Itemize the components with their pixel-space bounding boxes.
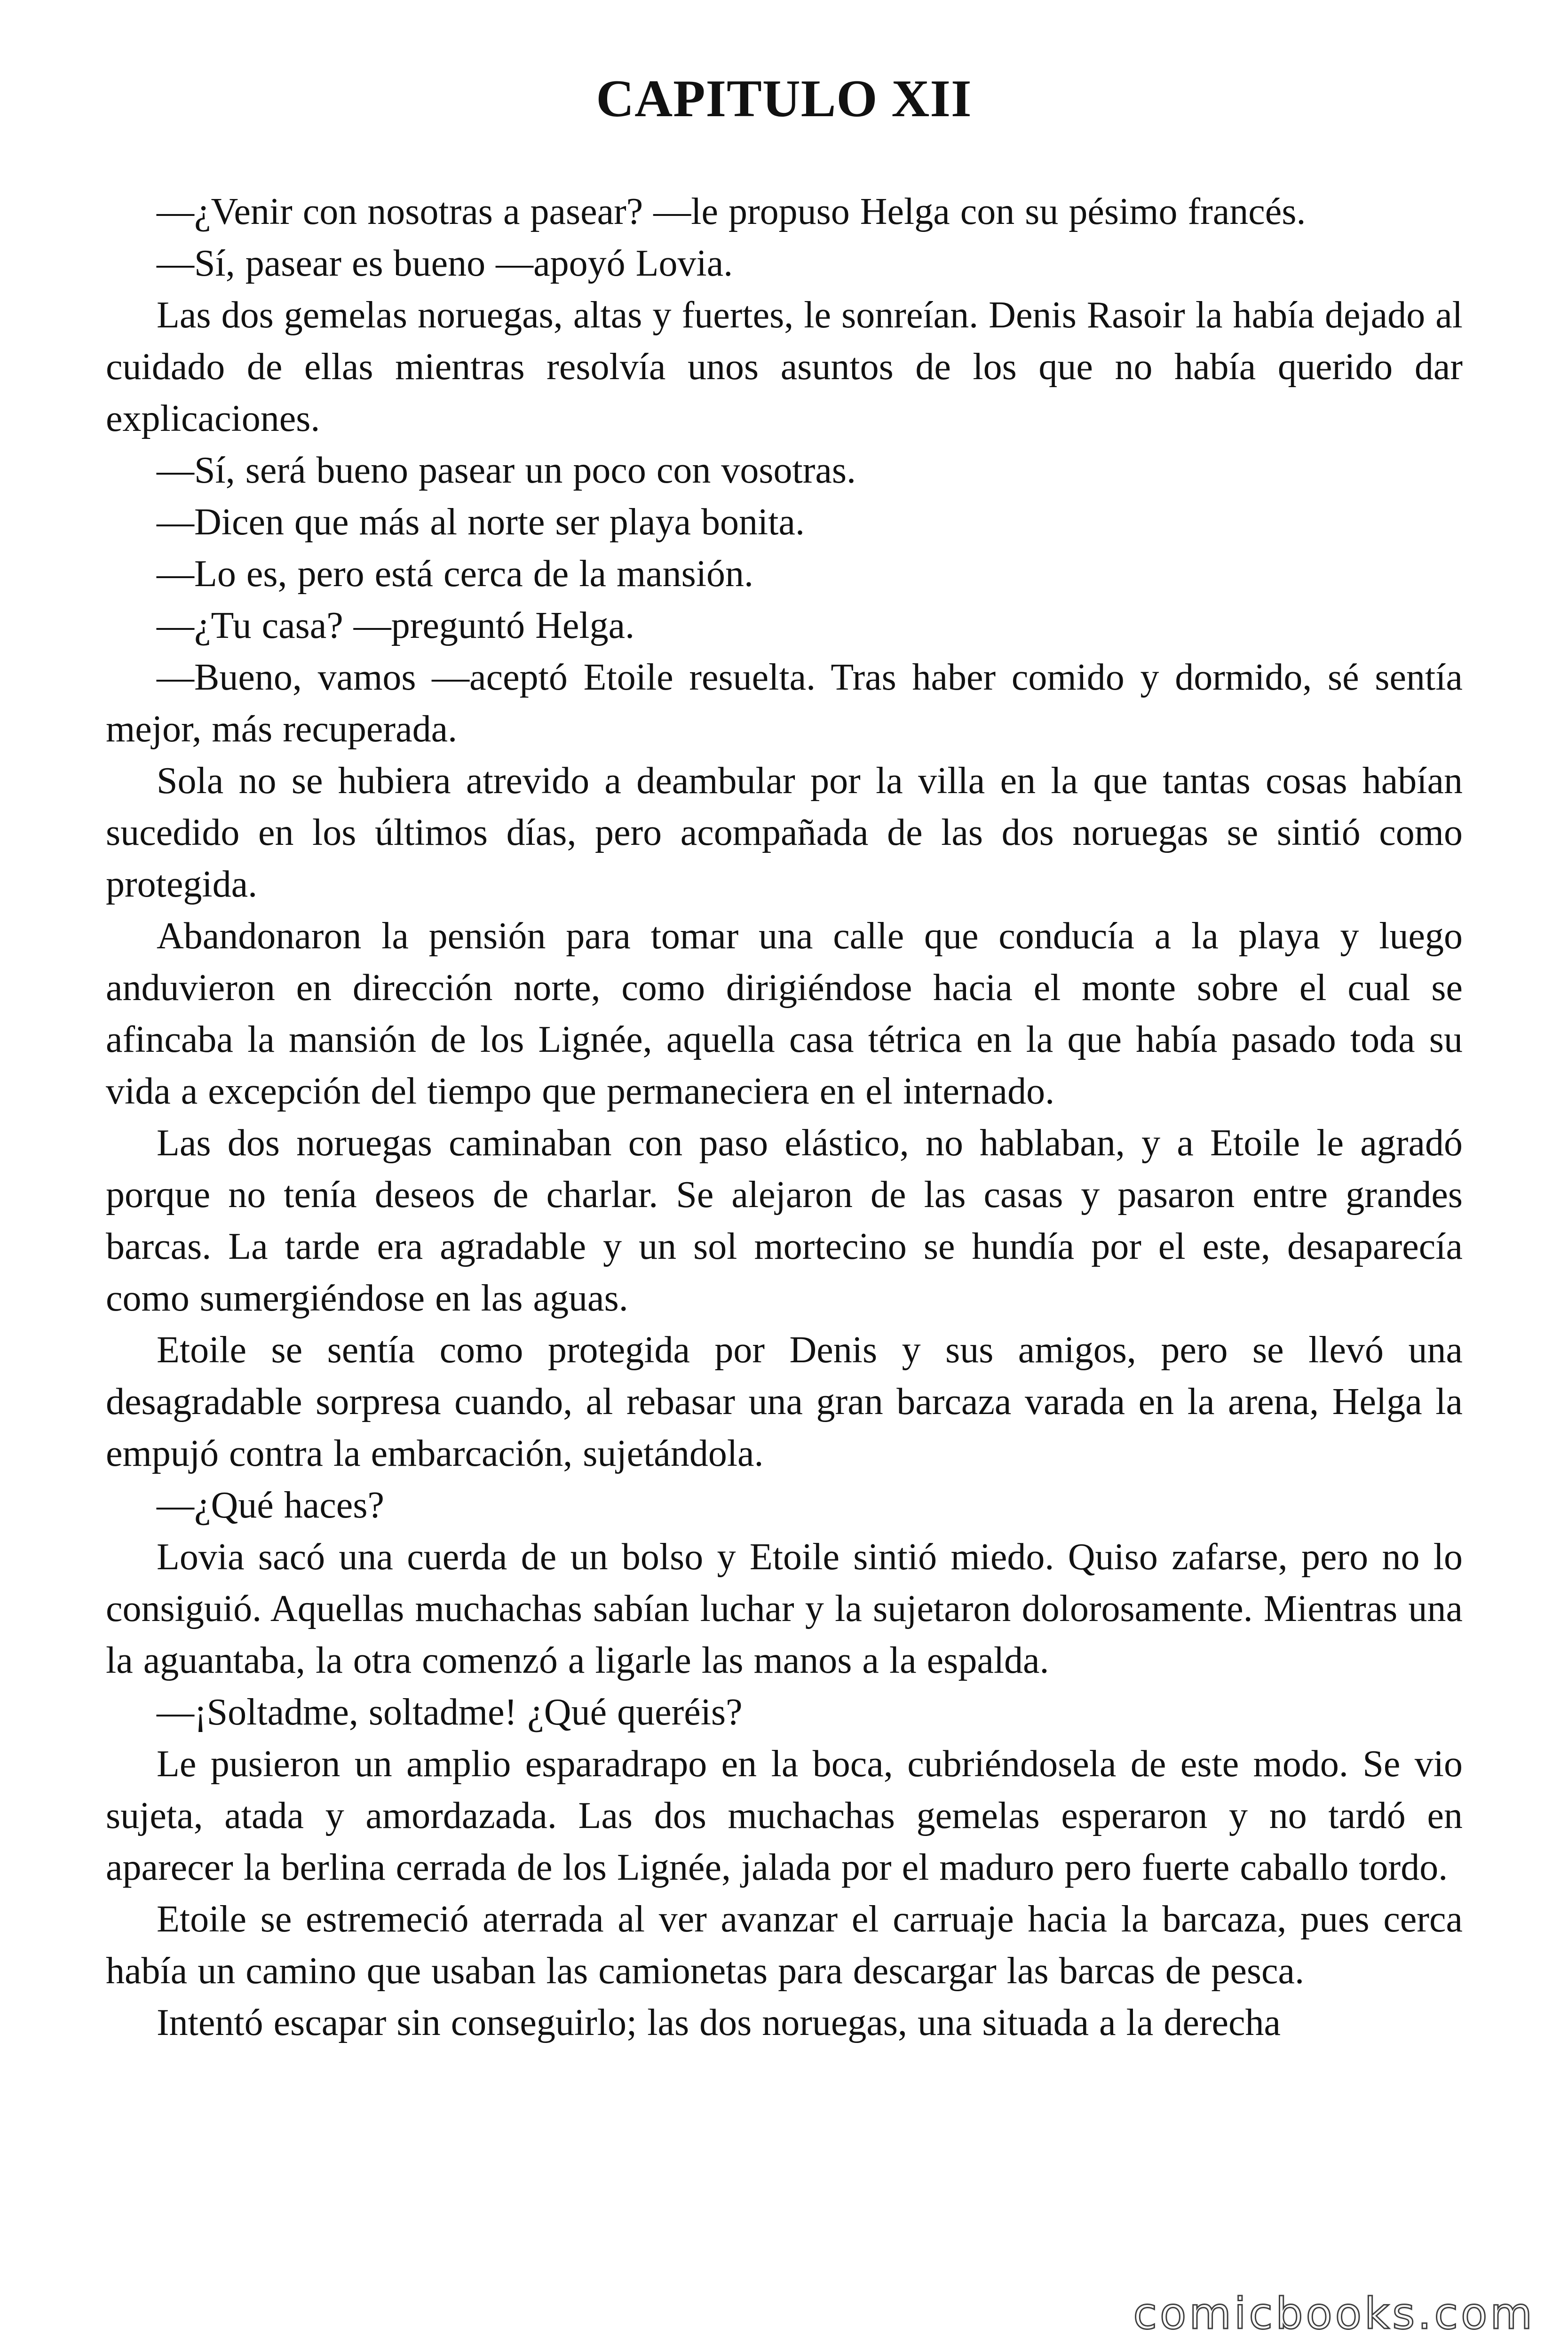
paragraph: —Lo es, pero está cerca de la mansión. [157, 553, 754, 595]
paragraph: Intentó escapar sin conseguirlo; las dos noruegas, una situada a la derecha [157, 2002, 1281, 2043]
paragraph: —Bueno, vamos —aceptó Etoile resuelta. Tras haber comido y dormido, sé sentía mejor, más recuperada. [106, 657, 1463, 750]
paragraph: —¿Tu casa? —preguntó Helga. [157, 605, 635, 646]
chapter-title: CAPITULO XII [596, 70, 972, 128]
paragraph: Etoile se estremeció aterrada al ver avanzar el carruaje hacia la barcaza, pues cerca había un camino que usaban las camionetas para descargar las barcas de pesca. [106, 1899, 1463, 1992]
paragraph: —¿Venir con nosotras a pasear? —le propuso Helga con su pésimo francés. [157, 191, 1306, 232]
paragraph: Le pusieron un amplio esparadrapo en la boca, cubriéndosela de este modo. Se vio sujeta, atada y amordazada. Las dos muchachas gemelas esperaron y no tardó en aparecer la berlina cerrada de los Lignée, jalada por el maduro pero fuerte caballo tordo. [106, 1743, 1463, 1888]
watermark: comicbooks.com [1133, 2288, 1535, 2339]
paragraph: —¿Qué haces? [157, 1485, 384, 1526]
paragraph: —¡Soltadme, soltadme! ¿Qué queréis? [157, 1692, 743, 1733]
paragraph: —Dicen que más al norte ser playa bonita. [157, 501, 805, 543]
paragraph: —Sí, pasear es bueno —apoyó Lovia. [157, 243, 733, 284]
paragraph: Lovia sacó una cuerda de un bolso y Etoile sintió miedo. Quiso zafarse, pero no lo consiguió. Aquellas muchachas sabían luchar y la sujetaron dolorosamente. Mientras una la aguantaba, la otra comenzó a ligarle las manos a la espalda. [106, 1536, 1463, 1681]
paragraph: Las dos noruegas caminaban con paso elástico, no hablaban, y a Etoile le agradó porque no tenía deseos de charlar. Se alejaron de las casas y pasaron entre grandes barcas. La tarde era agradable y un sol mortecino se hundía por el este, desaparecía como sumergiéndose en las aguas. [106, 1122, 1463, 1319]
paragraph: —Sí, será bueno pasear un poco con vosotras. [157, 450, 856, 491]
paragraph: Etoile se sentía como protegida por Denis y sus amigos, pero se llevó una desagradable sorpresa cuando, al rebasar una gran barcaza varada en la arena, Helga la empujó contra la embarcación, sujetándola. [106, 1329, 1463, 1474]
chapter-body [106, 186, 1463, 2049]
paragraph: Las dos gemelas noruegas, altas y fuertes, le sonreían. Denis Rasoir la había dejado al cuidado de ellas mientras resolvía unos asuntos de los que no había querido dar explicaciones. [106, 294, 1463, 439]
paragraph: Abandonaron la pensión para tomar una calle que conducía a la playa y luego anduvieron en dirección norte, como dirigiéndose hacia el monte sobre el cual se afincaba la mansión de los Lignée, aquella casa tétrica en la que había pasado toda su vida a excepción del tiempo que permaneciera en el internado. [106, 915, 1463, 1112]
paragraph: Sola no se hubiera atrevido a deambular por la villa en la que tantas cosas habían sucedido en los últimos días, pero acompañada de las dos noruegas se sintió como protegida. [106, 760, 1463, 905]
